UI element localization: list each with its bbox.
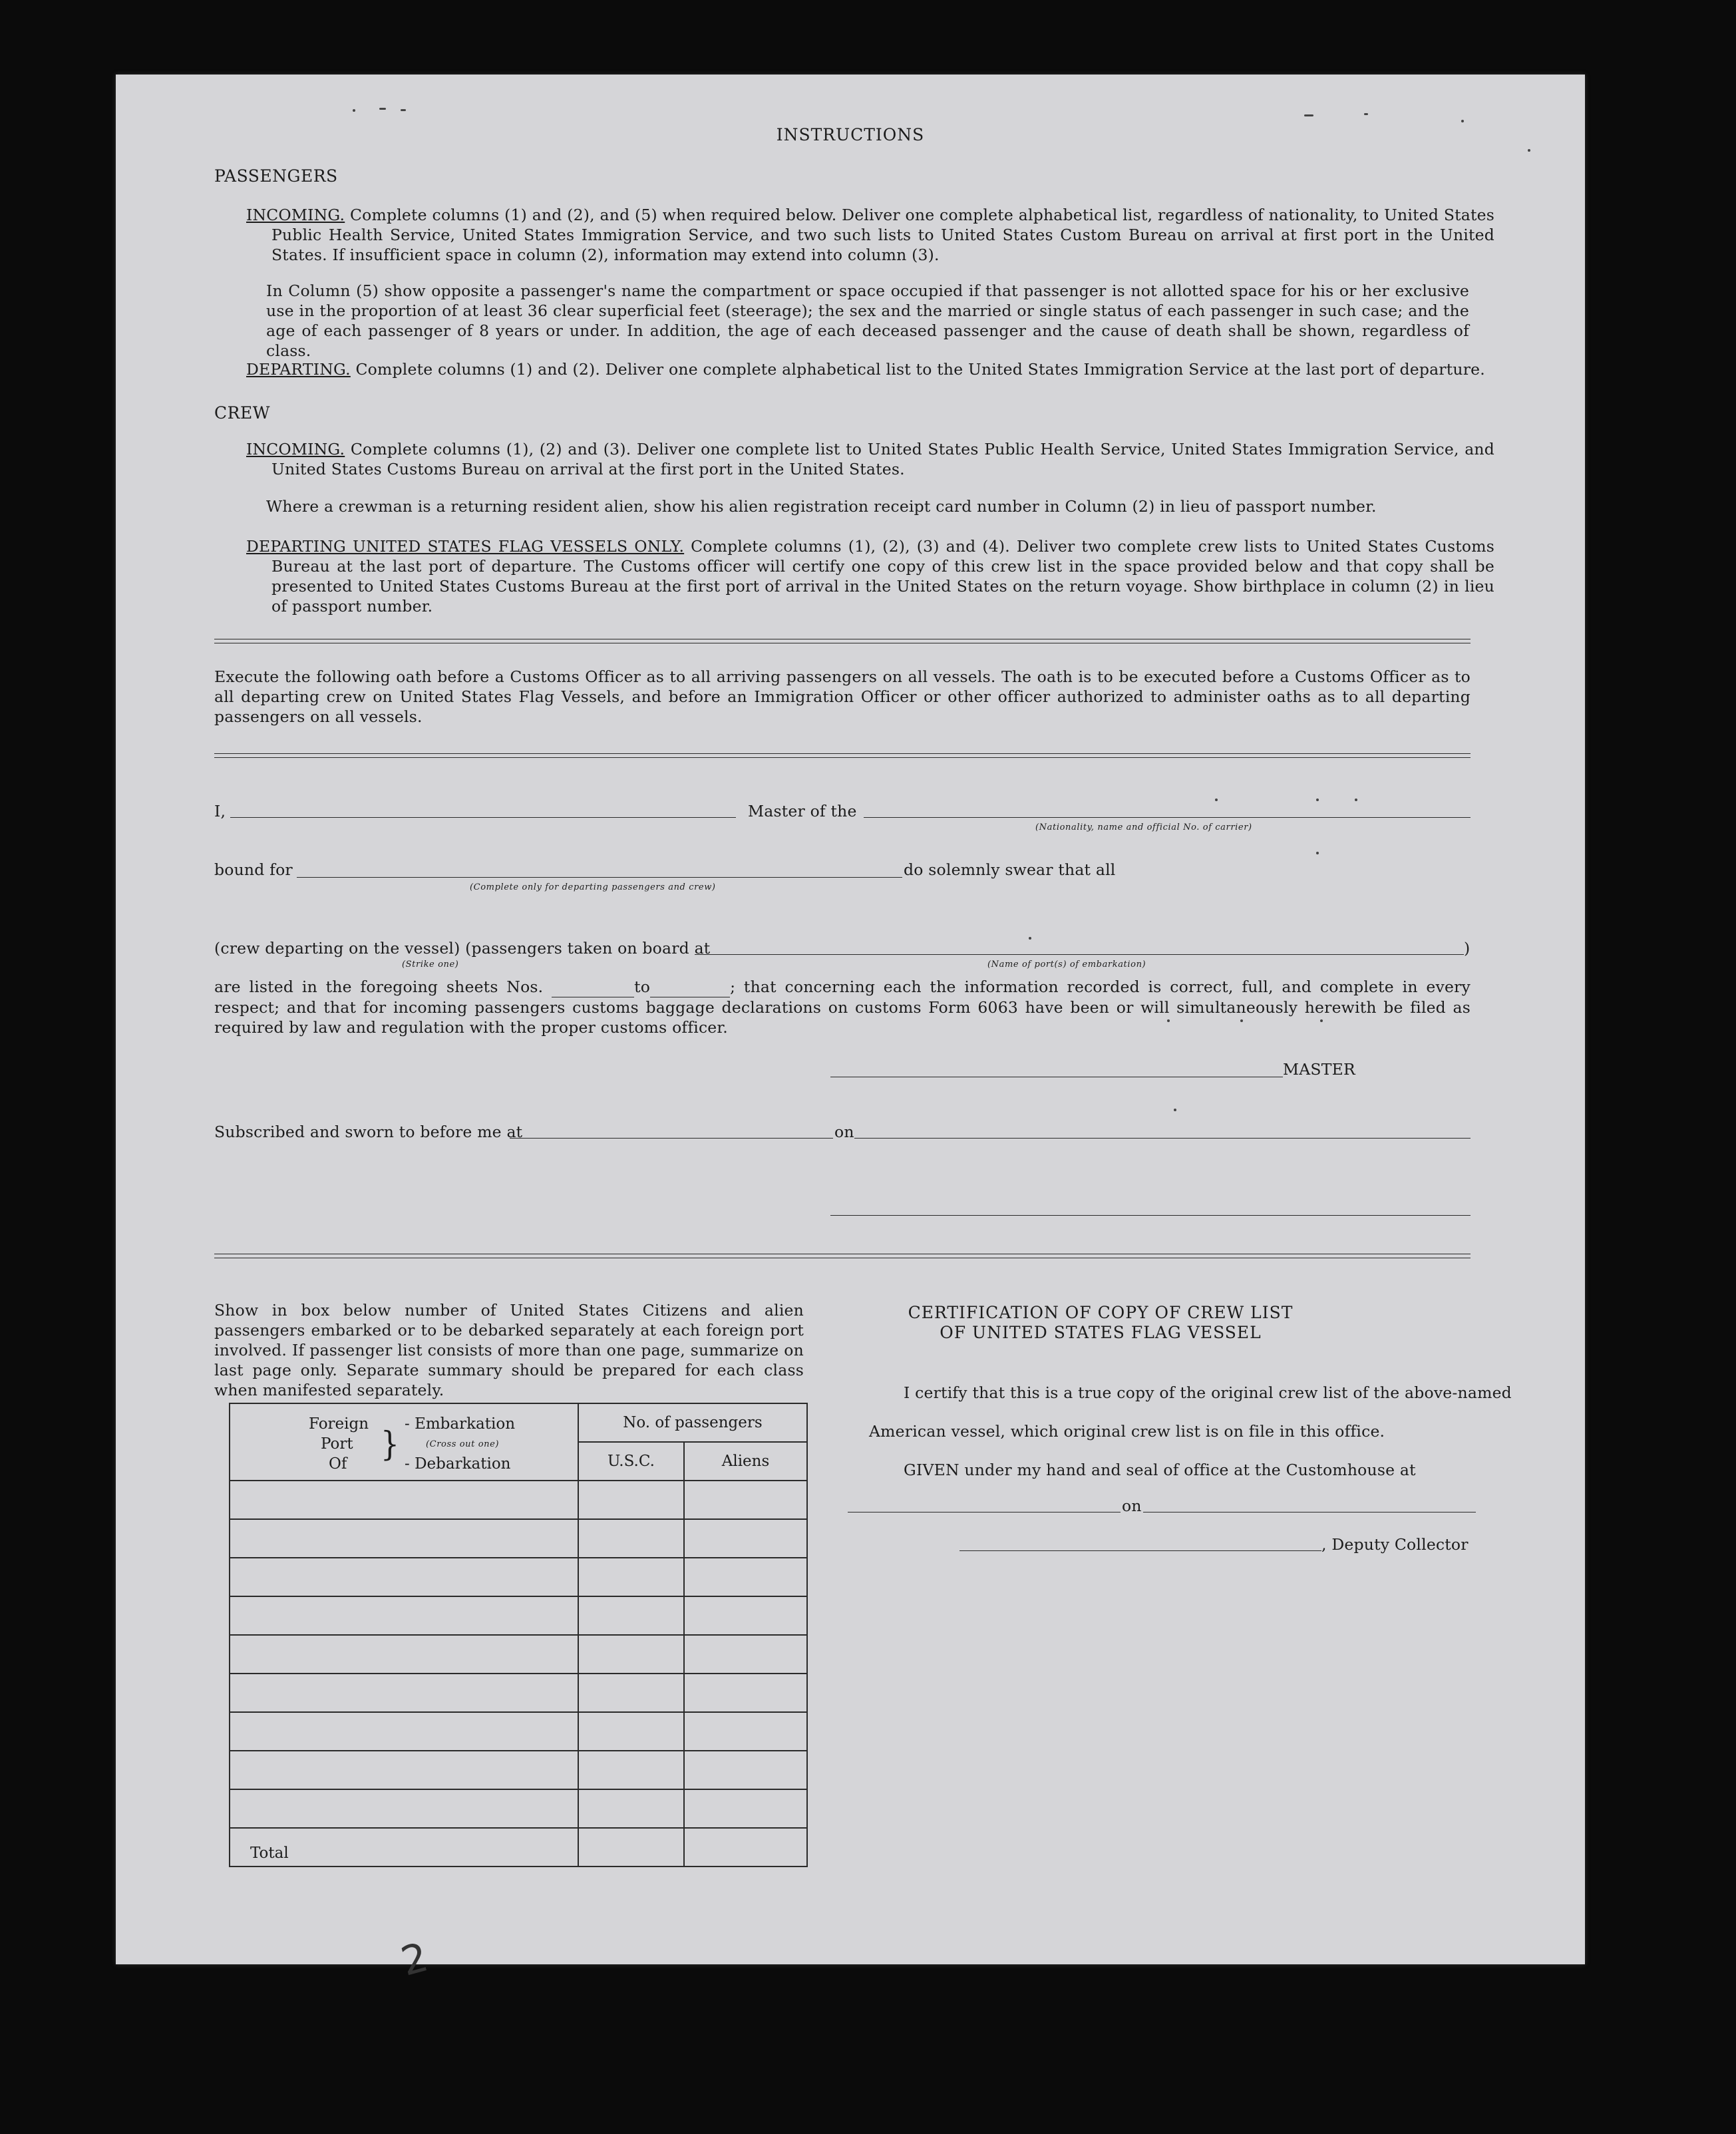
aliens-cell[interactable] — [684, 1635, 807, 1674]
debarkation-label: - Debarkation — [405, 1455, 511, 1473]
passengers-departing-label: DEPARTING. — [246, 360, 351, 379]
port-cell[interactable] — [230, 1635, 578, 1674]
carrier-field[interactable] — [864, 817, 1471, 818]
strike-one-caption: (Strike one) — [402, 960, 459, 970]
officer-signature-line[interactable] — [830, 1215, 1471, 1216]
usc-cell[interactable] — [578, 1519, 684, 1558]
passengers-count-header: No. of passengers — [578, 1403, 807, 1442]
usc-cell[interactable] — [578, 1674, 684, 1712]
section-divider — [214, 1254, 1471, 1258]
passengers-column5-paragraph: In Column (5) show opposite a passenger's name the compartment or space occupied if that passenger is not allotted space for his or her exclusive use in the proportion of at least 36 clear superficial feet (steerage); the sex and the married or single status of each passenger in such case; and the age of each passenger of 8 years or under. In addition, the age of each deceased passenger and the cause of death shall be shown, regardless of class. — [266, 281, 1469, 360]
crew-resident-paragraph: Where a crewman is a returning resident alien, show his alien registration receipt card number in Column (2) in lieu of passport number. — [266, 497, 1377, 516]
certification-title-line1: CERTIFICATION OF COPY OF CREW LIST — [908, 1303, 1294, 1322]
usc-cell[interactable] — [578, 1596, 684, 1635]
usc-cell[interactable] — [578, 1789, 684, 1828]
listed-sheets-paragraph — [214, 977, 1471, 1037]
passenger-summary-table — [229, 1403, 808, 1867]
usc-cell[interactable] — [578, 1635, 684, 1674]
port-cell[interactable] — [230, 1712, 578, 1751]
aliens-cell[interactable] — [684, 1519, 807, 1558]
usc-cell[interactable] — [578, 1558, 684, 1596]
usc-cell[interactable] — [578, 1751, 684, 1789]
page-title: INSTRUCTIONS — [776, 125, 925, 144]
subscribed-place-field[interactable] — [510, 1138, 833, 1139]
master-name-field[interactable] — [230, 817, 736, 818]
port-label: Port — [321, 1435, 353, 1453]
table-row — [230, 1712, 807, 1751]
aliens-column-header: Aliens — [684, 1442, 807, 1481]
handwritten-page-number: 2 — [396, 1934, 433, 1986]
aliens-cell[interactable] — [684, 1596, 807, 1635]
aliens-cell[interactable] — [684, 1789, 807, 1828]
port-cell[interactable] — [230, 1519, 578, 1558]
close-paren: ) — [1464, 939, 1471, 958]
subscribed-on-label: on — [834, 1123, 854, 1141]
port-cell[interactable] — [230, 1751, 578, 1789]
to-label: to — [634, 978, 651, 996]
passengers-incoming-paragraph — [246, 205, 1494, 265]
crew-departing-paragraph — [246, 536, 1494, 616]
aliens-cell[interactable] — [684, 1674, 807, 1712]
crew-incoming-label: INCOMING. — [246, 440, 345, 458]
embarkation-port-field[interactable] — [695, 954, 1464, 955]
port-cell[interactable] — [230, 1596, 578, 1635]
table-row — [230, 1558, 807, 1596]
usc-cell[interactable] — [578, 1712, 684, 1751]
table-row — [230, 1596, 807, 1635]
total-label: Total — [230, 1828, 578, 1867]
embarkation-label: - Embarkation — [405, 1415, 516, 1433]
bound-for-field[interactable] — [297, 877, 902, 878]
crew-departing-label: DEPARTING UNITED STATES FLAG VESSELS ONLY. — [246, 537, 685, 556]
certification-title-line2: OF UNITED STATES FLAG VESSEL — [940, 1323, 1262, 1342]
summary-instructions: Show in box below number of United States Citizens and alien passengers embarked or to be debarked separately at each foreign port involved. If passenger list consists of more than one page, summarize on last page only. Separate summary should be prepared for each class when manifested separately. — [214, 1301, 804, 1399]
table-row — [230, 1751, 807, 1789]
cross-out-caption: (Cross out one) — [426, 1439, 500, 1449]
aliens-cell[interactable] — [684, 1481, 807, 1519]
table-row — [230, 1635, 807, 1674]
aliens-cell[interactable] — [684, 1751, 807, 1789]
crew-incoming-text: Complete columns (1), (2) and (3). Deliver one complete list to United States Public Health Service, United States Immigration Service, and United States Customs Bureau on arrival at the first port in the United States. — [271, 440, 1495, 478]
passengers-departing-text: Complete columns (1) and (2). Deliver one complete alphabetical list to the United States Immigration Service at the last port of departure. — [355, 360, 1485, 379]
brace-icon: } — [381, 1425, 399, 1464]
port-caption: (Name of port(s) of embarkation) — [987, 960, 1146, 970]
foreign-label: Foreign — [309, 1415, 369, 1433]
deputy-collector-label: , Deputy Collector — [1321, 1535, 1469, 1554]
passengers-incoming-text: Complete columns (1) and (2), and (5) when required below. Deliver one complete alphabetical list, regardless of nationality, to United States Public Health Service, United States Immigration Service, and two such lists to United States Custom Bureau on arrival at first port in the United States. If insufficient space in column (2), information may extend into column (3). — [271, 206, 1494, 264]
crew-departing-text: Complete columns (1), (2), (3) and (4). Deliver two complete crew lists to United States Customs Bureau at the last port of departure. The Customs officer will certify one copy of this crew list in the space provided below and that copy shall be presented to United States Customs Bureau at the first port of arrival in the United States on the return voyage. Show birthplace in column (2) in lieu of passport number. — [271, 537, 1494, 616]
certification-line1: I certify that this is a true copy of the original crew list of the above-named — [904, 1383, 1512, 1402]
passengers-incoming-label: INCOMING. — [246, 206, 345, 224]
port-cell[interactable] — [230, 1558, 578, 1596]
subscribed-date-field[interactable] — [854, 1138, 1471, 1139]
certification-line3: GIVEN under my hand and seal of office at the Customhouse at — [904, 1461, 1416, 1479]
usc-total-cell[interactable] — [578, 1828, 684, 1867]
bound-for-label: bound for — [214, 860, 293, 879]
crew-passengers-text: (crew departing on the vessel) (passengers taken on board at — [214, 939, 711, 958]
master-of-label: Master of the — [748, 802, 857, 820]
oath-instructions: Execute the following oath before a Customs Officer as to all arriving passengers on all vessels. The oath is to be executed before a Customs Officer as to all departing crew on United States Flag Vessels, and before an Immigration Officer or other officer authorized to administer oaths as to all departing passengers on all vessels. — [214, 667, 1471, 726]
section-divider — [214, 639, 1471, 643]
aliens-cell[interactable] — [684, 1712, 807, 1751]
listed-text-a: are listed in the foregoing sheets Nos. — [214, 978, 544, 996]
crew-incoming-paragraph — [246, 439, 1494, 479]
aliens-total-cell[interactable] — [684, 1828, 807, 1867]
table-row — [230, 1674, 807, 1712]
subscribed-label: Subscribed and sworn to before me at — [214, 1123, 523, 1141]
of-label: Of — [329, 1455, 347, 1473]
sheet-to-field[interactable] — [650, 977, 730, 997]
oath-i-label: I, — [214, 802, 226, 820]
table-row — [230, 1519, 807, 1558]
port-column-header — [230, 1403, 578, 1481]
deputy-signature-line[interactable] — [959, 1550, 1321, 1551]
master-label: MASTER — [1283, 1060, 1355, 1079]
sheet-from-field[interactable] — [552, 977, 634, 997]
table-row — [230, 1789, 807, 1828]
certification-line2: American vessel, which original crew list is on file in this office. — [869, 1422, 1385, 1441]
usc-cell[interactable] — [578, 1481, 684, 1519]
solemnly-swear-text: do solemnly swear that all — [904, 860, 1116, 879]
usc-column-header: U.S.C. — [578, 1442, 684, 1481]
total-row — [230, 1828, 807, 1867]
aliens-cell[interactable] — [684, 1558, 807, 1596]
carrier-caption: (Nationality, name and official No. of carrier) — [1035, 822, 1252, 832]
section-divider — [214, 753, 1471, 758]
document-page — [116, 75, 1585, 1986]
crew-heading: CREW — [214, 403, 270, 423]
listed-text-b: ; that concerning each the information recorded is correct, full, and complete in every respect; and that for incoming passengers customs baggage declarations on customs Form 6063 have been or will simultaneously herewith be filed as required by law and regulation with the proper customs officer. — [214, 978, 1471, 1037]
port-cell[interactable] — [230, 1481, 578, 1519]
passengers-departing-paragraph — [246, 359, 1494, 379]
certification-on-label: on — [1122, 1497, 1142, 1515]
bound-for-caption: (Complete only for departing passengers and crew) — [470, 882, 716, 892]
port-cell[interactable] — [230, 1674, 578, 1712]
passengers-heading: PASSENGERS — [214, 166, 338, 186]
table-row — [230, 1481, 807, 1519]
port-cell[interactable] — [230, 1789, 578, 1828]
